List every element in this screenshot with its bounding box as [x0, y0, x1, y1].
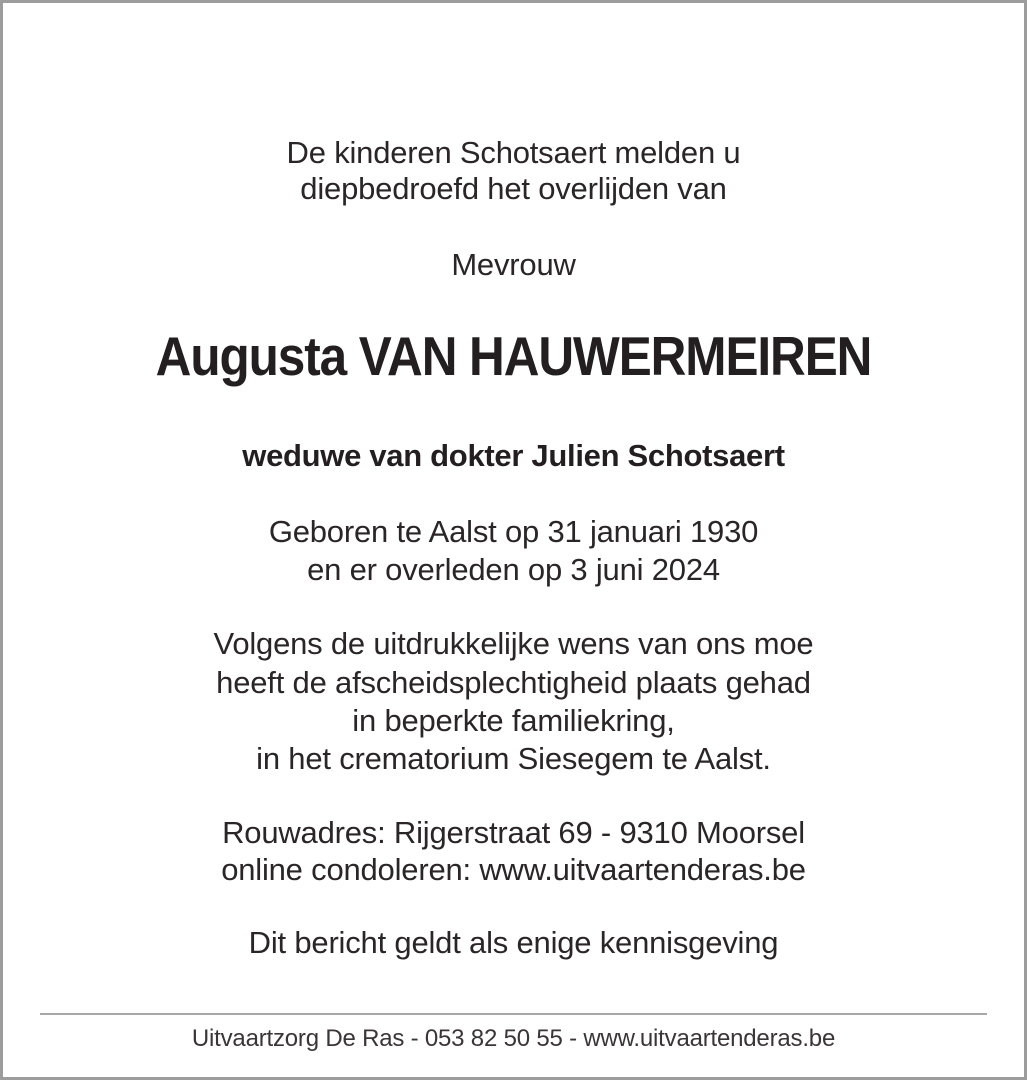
ceremony-line-2: heeft de afscheidsplechtigheid plaats gehad	[216, 665, 811, 700]
funeral-home-footer: Uitvaartzorg De Ras - 053 82 50 55 - www.uitvaartenderas.be	[191, 1025, 836, 1052]
online-condolences: online condoleren: www.uitvaartenderas.be	[221, 852, 806, 887]
ceremony-line-1: Volgens de uitdrukkelijke wens van ons moe	[213, 626, 814, 661]
birth-line: Geboren te Aalst op 31 januari 1930	[268, 514, 759, 549]
closing-line: Dit bericht geldt als enige kennisgeving	[248, 925, 779, 960]
ceremony-line-3: in beperkte familiekring,	[352, 703, 675, 738]
relation-line: weduwe van dokter Julien Schotsaert	[242, 438, 785, 473]
footer-divider	[40, 1013, 987, 1015]
death-line: en er overleden op 3 juni 2024	[307, 552, 720, 587]
deceased-name: Augusta VAN HAUWERMEIREN	[155, 325, 872, 387]
salutation: Mevrouw	[451, 247, 576, 282]
ceremony-line-4: in het crematorium Siesegem te Aalst.	[256, 741, 771, 776]
intro-line-2: diepbedroefd het overlijden van	[300, 171, 727, 206]
intro-line-1: De kinderen Schotsaert melden u	[286, 135, 741, 170]
mourning-address: Rouwadres: Rijgerstraat 69 - 9310 Moorsel	[222, 815, 805, 850]
